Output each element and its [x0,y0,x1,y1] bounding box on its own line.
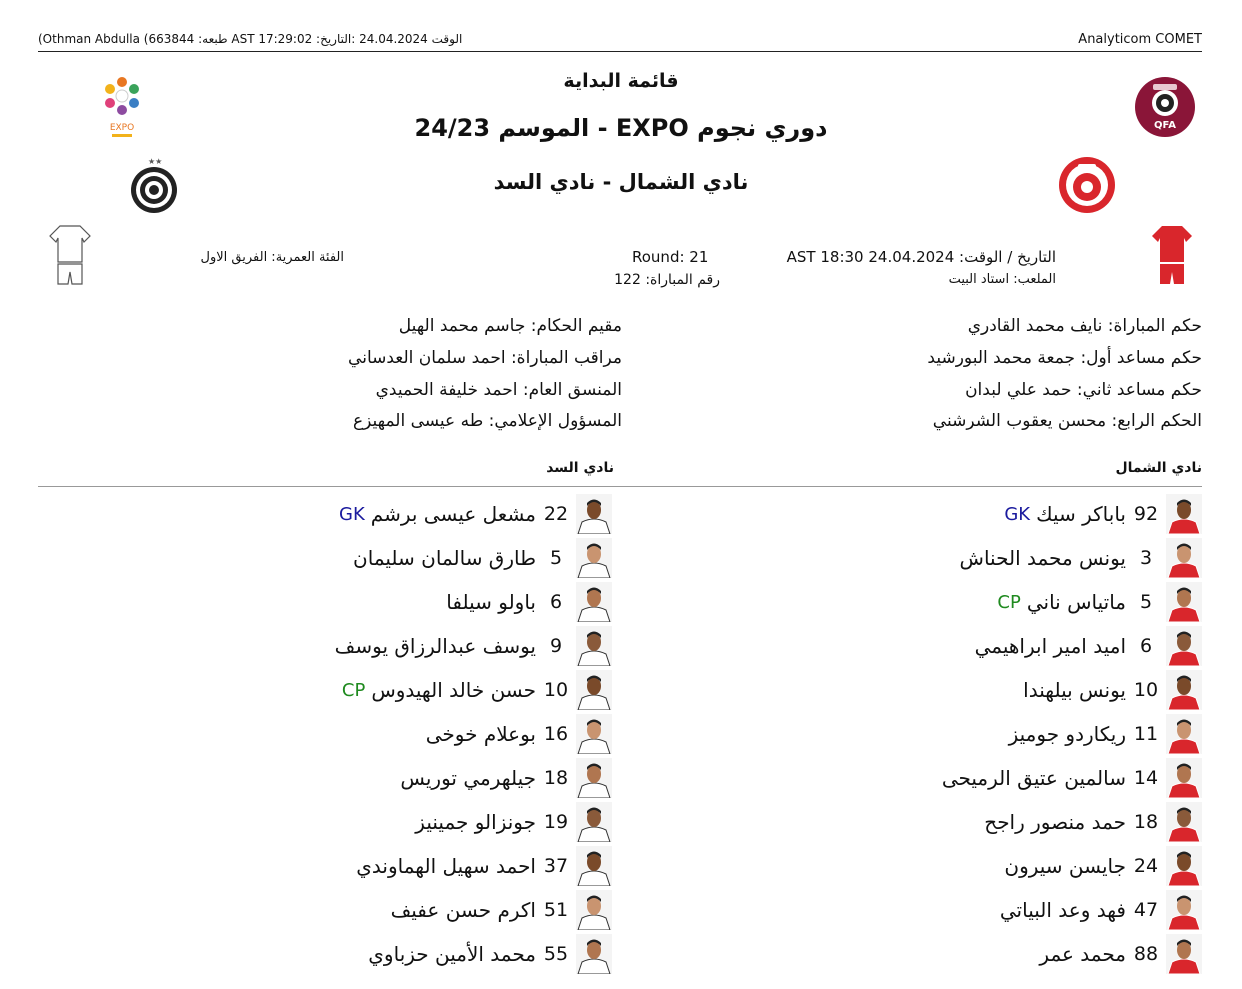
player-number: 37 [543,855,569,877]
player-number: 3 [1139,547,1153,569]
player-photo [576,626,612,666]
away-kit-icon [48,224,92,290]
player-number: 55 [543,943,569,965]
player-number: 6 [1139,635,1153,657]
player-name: احمد سهيل الهماوندي [356,854,536,878]
player-number: 10 [1133,679,1159,701]
player-row [52,758,612,798]
player-photo [1166,626,1202,666]
fourth-official: الحكم الرابع: محسن يعقوب الشرشني [932,411,1202,431]
player-number: 18 [543,767,569,789]
player-photo [576,802,612,842]
player-row [52,802,612,842]
player-row [642,582,1202,622]
player-name: يونس بيلهندا [1023,678,1126,702]
match-stadium: الملعب: استاد البيت [948,272,1056,287]
player-photo [1166,802,1202,842]
fixture-title: نادي الشمال - نادي السد [493,170,749,194]
captain-tag: CP [997,591,1021,613]
player-name: محمد عمر [1039,942,1126,966]
general-coordinator: المنسق العام: احمد خليفة الحميدي [375,380,622,400]
player-name: باولو سيلفا [446,590,536,614]
player-number: 6 [549,591,563,613]
player-photo [576,582,612,622]
player-row [642,626,1202,666]
age-group: الفئة العمرية: الفريق الاول [200,250,344,265]
player-row [52,670,612,710]
player-name: جونزالو جمينيز [415,810,536,834]
away-team-header: نادي السد [546,460,614,476]
competition-title: دوري نجوم EXPO - الموسم 24/23 [414,114,828,142]
player-number: 9 [549,635,563,657]
player-number: 10 [543,679,569,701]
goalkeeper-tag: GK [1004,503,1031,525]
player-row [52,846,612,886]
player-photo [1166,846,1202,886]
player-name: طارق سالمان سليمان [353,546,536,570]
player-name: ماتياس ناني [1026,590,1126,614]
player-name: اميد امير ابراهيمي [974,634,1126,658]
player-row [52,538,612,578]
svg-text:★★: ★★ [148,157,163,166]
qfa-logo-text: QFA [1154,120,1176,131]
player-name: اكرم حسن عفيف [390,898,536,922]
player-photo [1166,538,1202,578]
home-lineup [642,494,1202,978]
away-lineup [52,494,612,978]
player-photo [576,758,612,798]
player-row [642,494,1202,534]
player-row [642,714,1202,754]
player-row [642,538,1202,578]
player-name: حسن خالد الهيدوس [371,678,536,702]
player-photo [1166,670,1202,710]
player-photo [576,890,612,930]
player-number: 16 [543,723,569,745]
player-photo [576,714,612,754]
player-number: 18 [1133,811,1159,833]
document-title: قائمة البداية [563,70,679,92]
player-name: جيلهرمي توريس [400,766,536,790]
player-row [642,758,1202,798]
player-number: 5 [1139,591,1153,613]
player-row [642,670,1202,710]
player-photo [576,494,612,534]
captain-tag: CP [341,679,366,701]
home-team-header: نادي الشمال [1115,460,1202,476]
player-name: فهد وعد البياتي [999,898,1126,922]
player-name: باباكر سيك [1036,502,1126,526]
player-name: يوسف عبدالرزاق يوسف [334,634,536,658]
player-name: ريكاردو جوميز [1008,722,1126,746]
player-photo [1166,494,1202,534]
player-number: 22 [543,503,569,525]
player-photo [1166,934,1202,974]
player-number: 5 [549,547,563,569]
player-photo [1166,582,1202,622]
player-number: 88 [1133,943,1159,965]
player-name: سالمين عتيق الرميحى [941,766,1126,790]
team-header-rule [38,486,1202,487]
player-row [642,846,1202,886]
assistant-referee-1: حكم مساعد أول: جمعة محمد البورشيد [927,348,1202,368]
print-info: (Othman Abdulla (663844 :طبعه AST 17:29:02 :الوقت 24.04.2024 :التاريخ [38,32,463,46]
player-number: 11 [1133,723,1159,745]
referee: حكم المباراة: نايف محمد القادري [967,316,1202,336]
match-round: Round: 21 [632,248,709,266]
player-number: 92 [1133,503,1159,525]
player-name: يونس محمد الحناش [959,546,1126,570]
player-photo [576,538,612,578]
player-number: 14 [1133,767,1159,789]
referee-assessor: مقيم الحكام: جاسم محمد الهيل [398,316,622,336]
player-photo [1166,890,1202,930]
player-row [52,626,612,666]
player-row [52,494,612,534]
player-name: محمد الأمين حزباوي [368,942,536,966]
player-photo [1166,714,1202,754]
player-number: 51 [543,899,569,921]
player-photo [1166,758,1202,798]
expo-logo-text: EXPO [109,123,135,133]
player-row [642,802,1202,842]
player-number: 47 [1133,899,1159,921]
player-row [52,714,612,754]
player-row [642,934,1202,974]
home-kit-icon [1150,224,1194,290]
player-number: 24 [1133,855,1159,877]
match-commissioner: مراقب المباراة: احمد سلمان العدساني [348,348,622,368]
assistant-referee-2: حكم مساعد ثاني: حمد علي لبدان [965,380,1202,400]
player-photo [576,846,612,886]
player-row [642,890,1202,930]
player-name: جايسن سيرون [1004,854,1126,878]
match-number: رقم المباراة: 122 [614,272,720,288]
player-photo [576,934,612,974]
player-row [52,934,612,974]
player-name: بوعلام خوخى [425,722,536,746]
media-officer: المسؤول الإعلامي: طه عيسى المهيزع [352,411,622,431]
player-row [52,582,612,622]
player-number: 19 [543,811,569,833]
goalkeeper-tag: GK [339,503,365,525]
match-datetime: التاريخ / الوقت: 24.04.2024 18:30 AST [786,248,1056,266]
player-row [52,890,612,930]
brand-label: Analyticom COMET [1078,32,1202,47]
player-name: حمد منصور راجح [984,810,1126,834]
player-photo [576,670,612,710]
player-name: مشعل عيسى برشم [370,502,536,526]
